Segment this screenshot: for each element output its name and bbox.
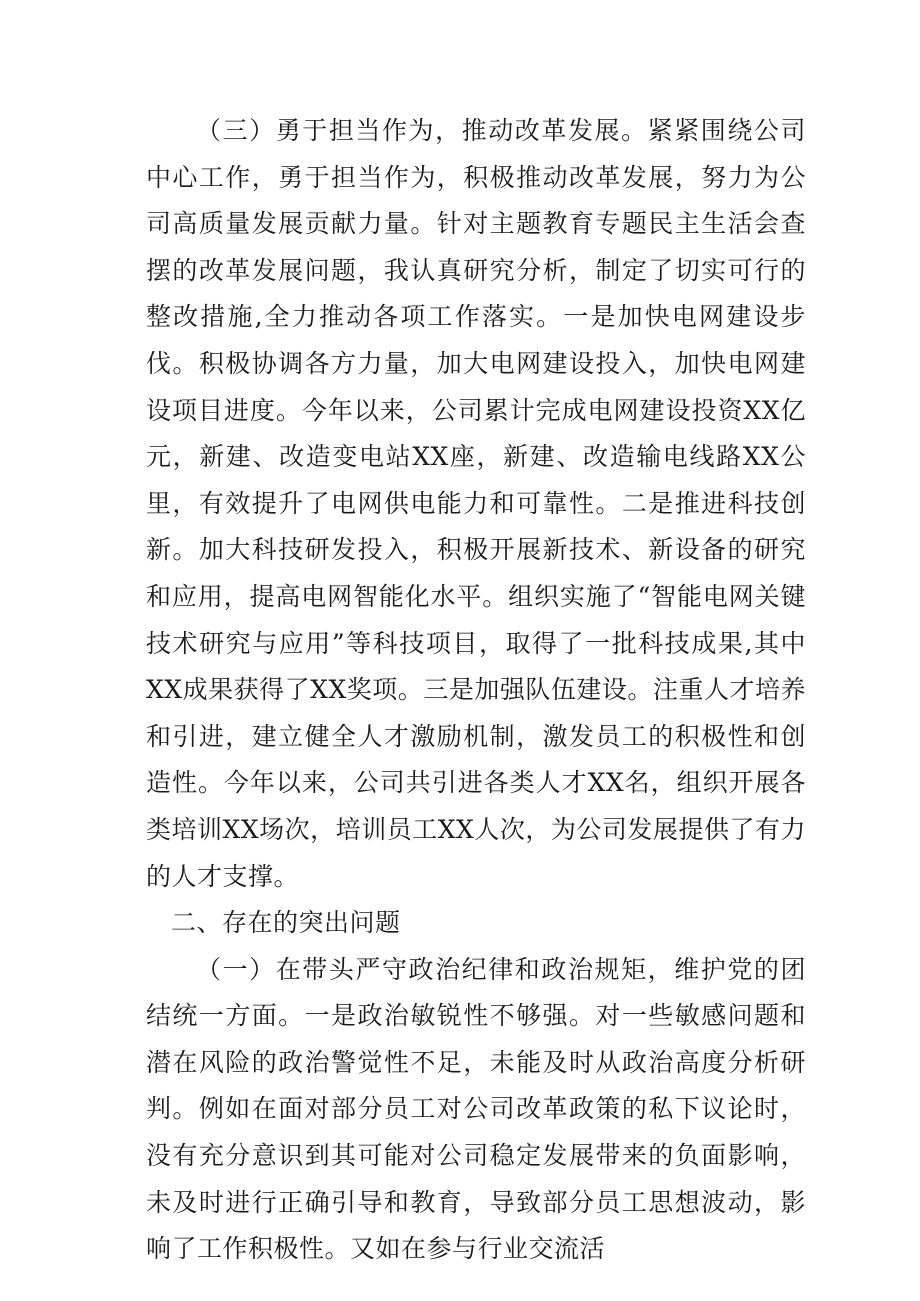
section-heading-problems: 二、存在的突出问题	[171, 908, 401, 938]
paragraph-political-discipline: （一）在带头严守政治纪律和政治规矩，维护党的团结统一方面。一是政治敏锐性不够强。对一些敏感问题和潜在风险的政治警觉性不足，未能及时从政治高度分析研判。例如在面对部分员工对公司改革政策的私下议论时，没有充分意识到其可能对公司稳定发展带来的负面影响，未及时进行正确引导和教育，导致部分员工思想波动，影响了工作积极性。又如在参与行业交流活	[146, 954, 806, 1264]
paragraph-reform-development: （三）勇于担当作为，推动改革发展。紧紧围绕公司中心工作，勇于担当作为，积极推动改革发展，努力为公司高质量发展贡献力量。针对主题教育专题民主生活会查摆的改革发展问题，我认真研究分析，制定了切实可行的整改措施,全力推动各项工作落实。一是加快电网建设步伐。积极协调各方力量，加大电网建设投入，加快电网建设项目进度。今年以来，公司累计完成电网建设投资XX亿元，新建、改造变电站XX座，新建、改造输电线路XX公里，有效提升了电网供电能力和可靠性。二是推进科技创新。加大科技研发投入，积极开展新技术、新设备的研究和应用，提高电网智能化水平。组织实施了“智能电网关键技术研究与应用”等科技项目，取得了一批科技成果,其中XX成果获得了XX奖项。三是加强队伍建设。注重人才培养和引进，建立健全人才激励机制，激发员工的积极性和创造性。今年以来，公司共引进各类人才XX名，组织开展各类培训XX场次，培训员工XX人次，为公司发展提供了有力的人才支撑。	[146, 116, 806, 891]
document-body	[146, 108, 806, 1273]
